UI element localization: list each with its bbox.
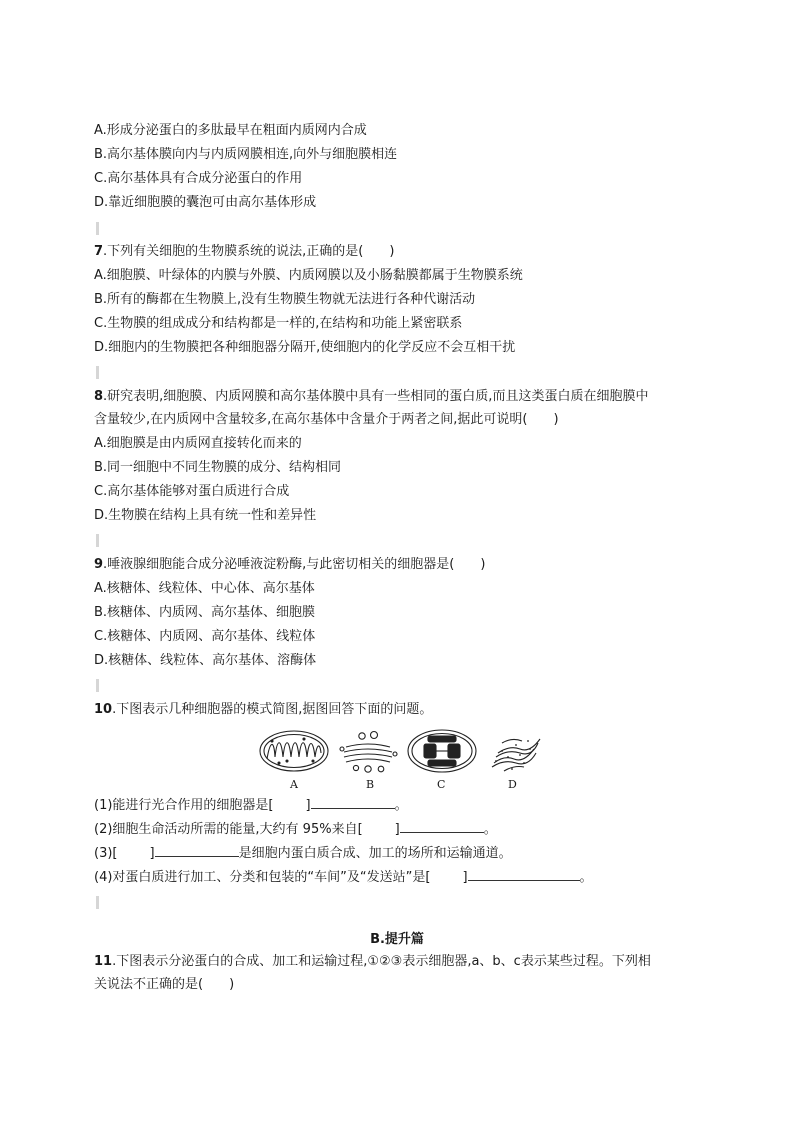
q10-part2 — [94, 820, 497, 840]
figure-label-d: D — [508, 778, 517, 791]
q9-option-b: B.核糖体、内质网、高尔基体、细胞膜 — [94, 605, 316, 620]
q6-option-b: B.高尔基体膜向内与内质网膜相连,向外与细胞膜相连 — [94, 147, 398, 162]
separator-bar — [96, 222, 99, 235]
separator-bar — [96, 679, 99, 692]
answer-blank[interactable] — [468, 868, 580, 881]
q10-part3-end: 是细胞内蛋白质合成、加工的场所和运输通道。 — [238, 846, 512, 861]
q6-option-a: A.形成分泌蛋白的多肽最早在粗面内质网内合成 — [94, 123, 367, 138]
section-heading: B.提升篇 — [370, 932, 424, 947]
q10-part4 — [94, 868, 593, 888]
q9-number: 9 — [94, 557, 104, 572]
q6-option-d: D.靠近细胞膜的囊泡可由高尔基体形成 — [94, 195, 317, 210]
mitochondrion-illustration — [260, 731, 328, 771]
q10-part1-end: 。 — [394, 798, 408, 813]
figure-label-a: A — [290, 778, 298, 791]
q10-number: 10 — [94, 702, 113, 717]
answer-blank[interactable] — [311, 796, 395, 809]
q10-part2-end: 。 — [483, 822, 497, 837]
q7-option-d: D.细胞内的生物膜把各种细胞器分隔开,使细胞内的化学反应不会互相干扰 — [94, 340, 516, 355]
q8-option-d: D.生物膜在结构上具有统一性和差异性 — [94, 508, 317, 523]
q7-option-b: B.所有的酶都在生物膜上,没有生物膜生物就无法进行各种代谢活动 — [94, 292, 476, 307]
q7-stem-text: .下列有关细胞的生物膜系统的说法,正确的是( ) — [103, 244, 395, 259]
q10-part3-text: (3)[ — [94, 846, 118, 861]
q10-part2-text: (2)细胞生命活动所需的能量,大约有 95%来自[ — [94, 822, 363, 837]
figure-label-b: B — [366, 778, 375, 791]
q11-stem-text: .下图表示分泌蛋白的合成、加工和运输过程,①②③表示细胞器,a、b、c表示某些过程。下列相 — [112, 954, 651, 969]
bracket-close: ] — [305, 798, 311, 813]
q10-part3 — [94, 844, 512, 864]
chloroplast-illustration — [408, 730, 476, 772]
separator-bar — [96, 366, 99, 379]
answer-blank[interactable] — [155, 844, 239, 857]
q10-part1 — [94, 796, 408, 816]
q11-number: 11 — [94, 954, 113, 969]
q7-number: 7 — [94, 244, 104, 259]
q7-option-a: A.细胞膜、叶绿体的内膜与外膜、内质网膜以及小肠黏膜都属于生物膜系统 — [94, 268, 523, 283]
q9-option-c: C.核糖体、内质网、高尔基体、线粒体 — [94, 629, 316, 644]
figure-label-c: C — [437, 778, 446, 791]
q8-stem-line1 — [94, 387, 648, 407]
separator-bar — [96, 896, 99, 909]
q8-option-b: B.同一细胞中不同生物膜的成分、结构相同 — [94, 460, 342, 475]
q8-stem-line2: 含量较少,在内质网中含量较多,在高尔基体中含量介于两者之间,据此可说明( ) — [94, 412, 559, 427]
separator-bar — [96, 534, 99, 547]
q9-option-d: D.核糖体、线粒体、高尔基体、溶酶体 — [94, 653, 317, 668]
q11-stem-line1 — [94, 952, 651, 972]
q8-number: 8 — [94, 389, 104, 404]
er-illustration — [492, 739, 540, 771]
q10-part1-text: (1)能进行光合作用的细胞器是[ — [94, 798, 274, 813]
q9-stem — [94, 555, 485, 575]
q11-stem-line2: 关说法不正确的是( ) — [94, 977, 235, 992]
q10-stem-text: .下图表示几种细胞器的模式简图,据图回答下面的问题。 — [112, 702, 433, 717]
golgi-illustration — [340, 732, 397, 773]
q9-option-a: A.核糖体、线粒体、中心体、高尔基体 — [94, 581, 315, 596]
q8-option-a: A.细胞膜是由内质网直接转化而来的 — [94, 436, 302, 451]
q8-option-c: C.高尔基体能够对蛋白质进行合成 — [94, 484, 290, 499]
q10-part4-end: 。 — [579, 870, 593, 885]
q10-part4-text: (4)对蛋白质进行加工、分类和包装的“车间”及“发送站”是[ — [94, 870, 431, 885]
q7-option-c: C.生物膜的组成成分和结构都是一样的,在结构和功能上紧密联系 — [94, 316, 463, 331]
q6-option-c: C.高尔基体具有合成分泌蛋白的作用 — [94, 171, 303, 186]
bracket-close: ] — [394, 822, 400, 837]
q10-stem — [94, 700, 432, 720]
q8-stem-text: .研究表明,细胞膜、内质网膜和高尔基体膜中具有一些相同的蛋白质,而且这类蛋白质在细胞膜中 — [103, 389, 649, 404]
q9-stem-text: .唾液腺细胞能合成分泌唾液淀粉酶,与此密切相关的细胞器是( ) — [103, 557, 486, 572]
organelle-figure — [258, 727, 548, 793]
bracket-close: ] — [149, 846, 155, 861]
q7-stem — [94, 242, 394, 262]
answer-blank[interactable] — [400, 820, 484, 833]
bracket-close: ] — [462, 870, 468, 885]
